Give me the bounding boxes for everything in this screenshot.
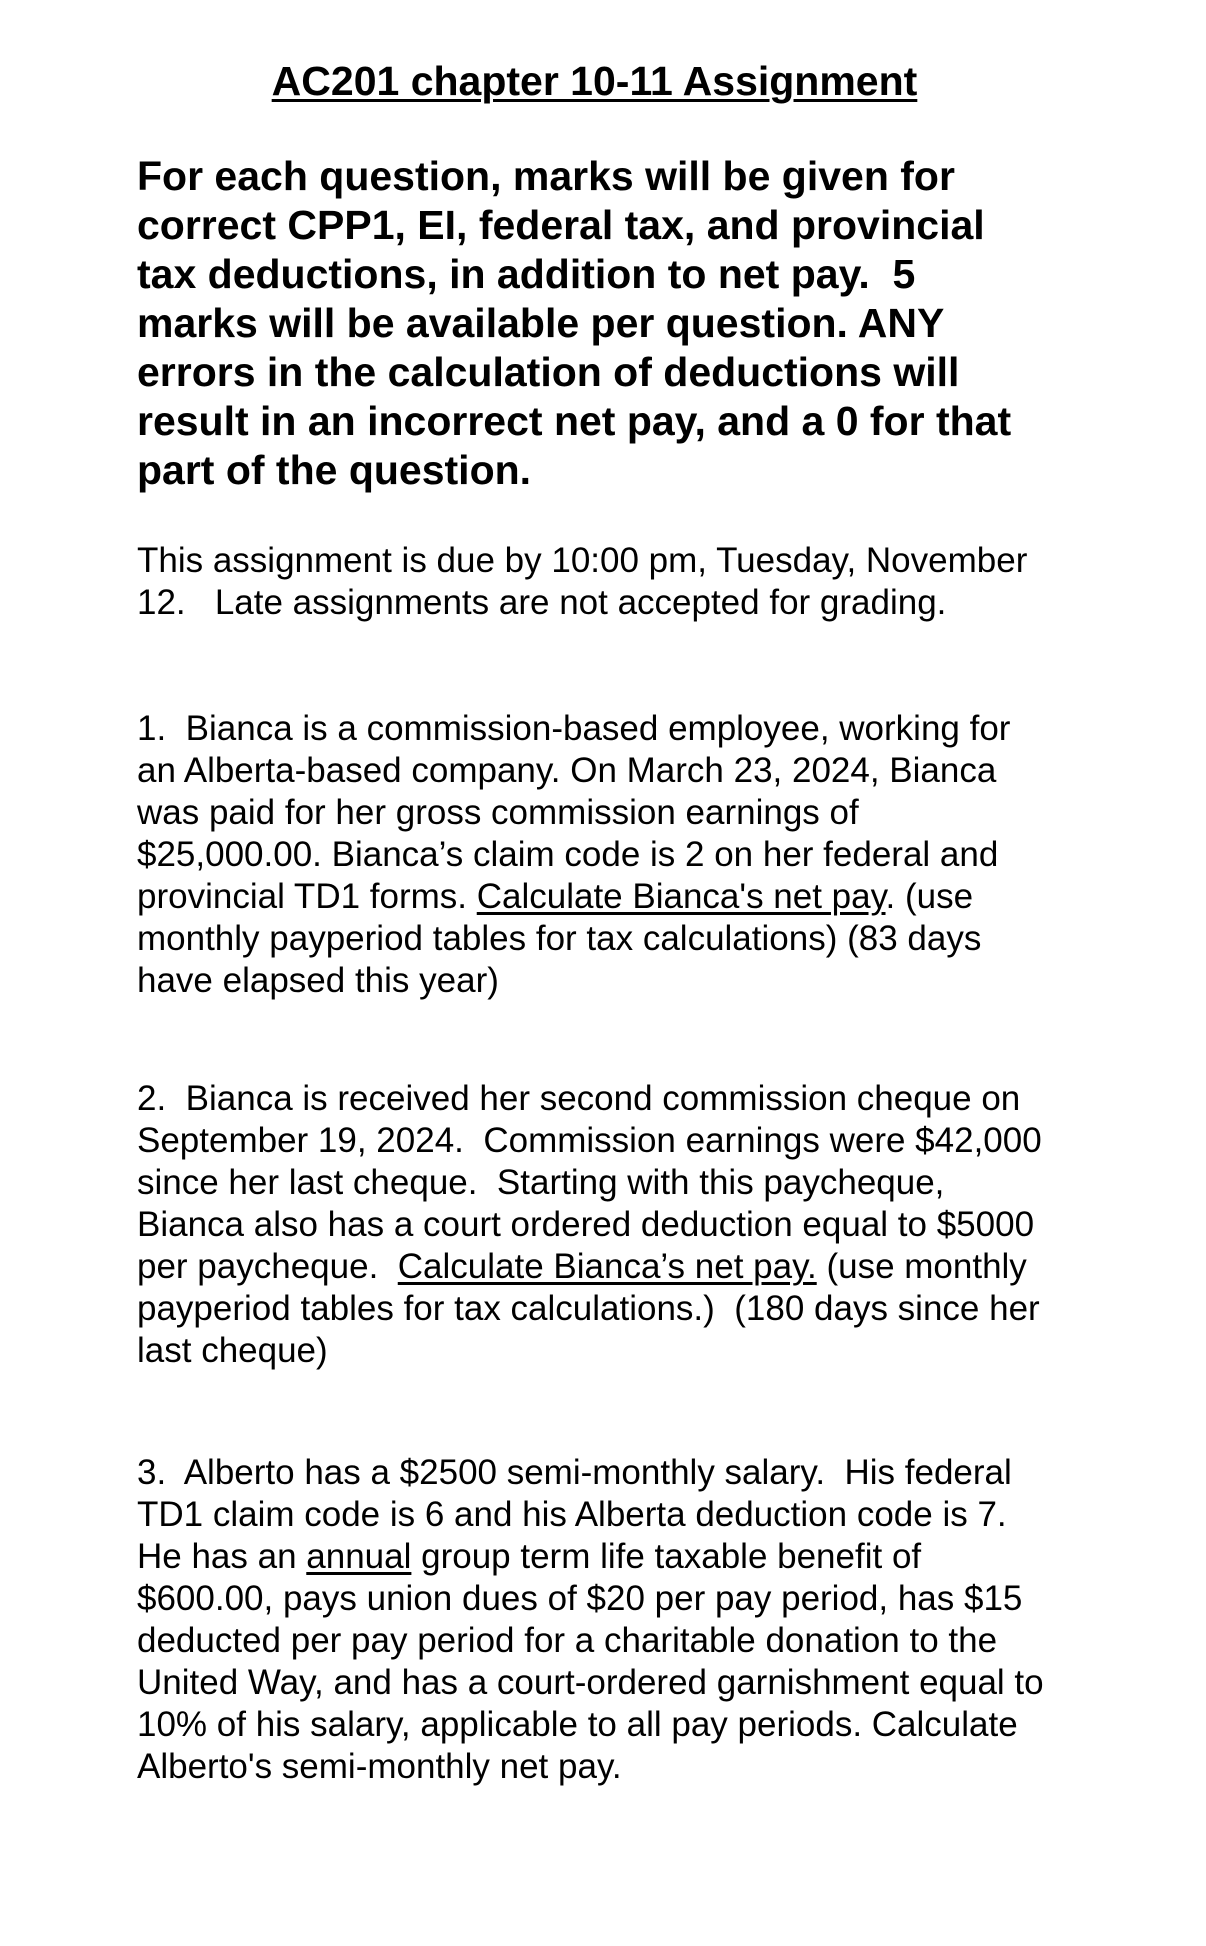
text-segment: 1. Bianca is a commission-based employee, working for an Alberta-based company. On March 23, 2024, Bianca was paid for her gross commission earnings of $25,000.00. Bianca’s claim code is 2 on her federal and provincial TD1 forms. <box>137 709 1021 916</box>
text-segment: . (use monthly payperiod tables for tax calculations) (83 days have elapsed this year) <box>137 877 992 1000</box>
text-segment: For each question, marks will be given for correct CPP1, EI, federal tax, and provincial tax deductions, in addition to net pay. 5 marks will be available per question. ANY errors in the calculation of deductions will result in an incorrect net pay, and a 0 for that part of the question. <box>137 153 1023 493</box>
text-segment: (use monthly payperiod tables for tax calculations.) (180 days since her last cheque) <box>137 1247 1050 1370</box>
underlined-phrase: Calculate Bianca’s net pay. <box>397 1247 817 1286</box>
text-segment: group term life taxable benefit of $600.00, pays union dues of $20 per pay period, has $15 deducted per pay period for a charitable donation to the United Way, and has a court-ordered garnishment equal to 10% of his salary, applicable to all pay periods. Calculate Alberto's semi-monthly net pay. <box>137 1537 1054 1786</box>
question-2 <box>137 1078 1052 1372</box>
text-segment: 2. Bianca is received her second commission cheque on September 19, 2024. Commission earnings were $42,000 since her last cheque. Starting with this paycheque, Bianca also has a court ordered deduction equal to $5000 per paycheque. <box>137 1079 1052 1286</box>
due-date-paragraph <box>137 540 1052 624</box>
text-segment: This assignment is due by 10:00 pm, Tuesday, November 12. Late assignments are not accepted for grading. <box>137 541 1038 622</box>
underlined-phrase: annual <box>306 1537 412 1576</box>
page-title: AC201 chapter 10-11 Assignment <box>271 58 918 104</box>
assignment-document <box>0 57 1206 1788</box>
intro-paragraph <box>137 152 1047 495</box>
question-1 <box>137 708 1052 1002</box>
underlined-phrase: Calculate Bianca's net pay <box>476 877 886 916</box>
question-3 <box>137 1452 1052 1788</box>
text-segment: 3. Alberto has a $2500 semi-monthly salary. His federal TD1 claim code is 6 and his Alberta deduction code is 7. He has an <box>137 1453 1021 1576</box>
